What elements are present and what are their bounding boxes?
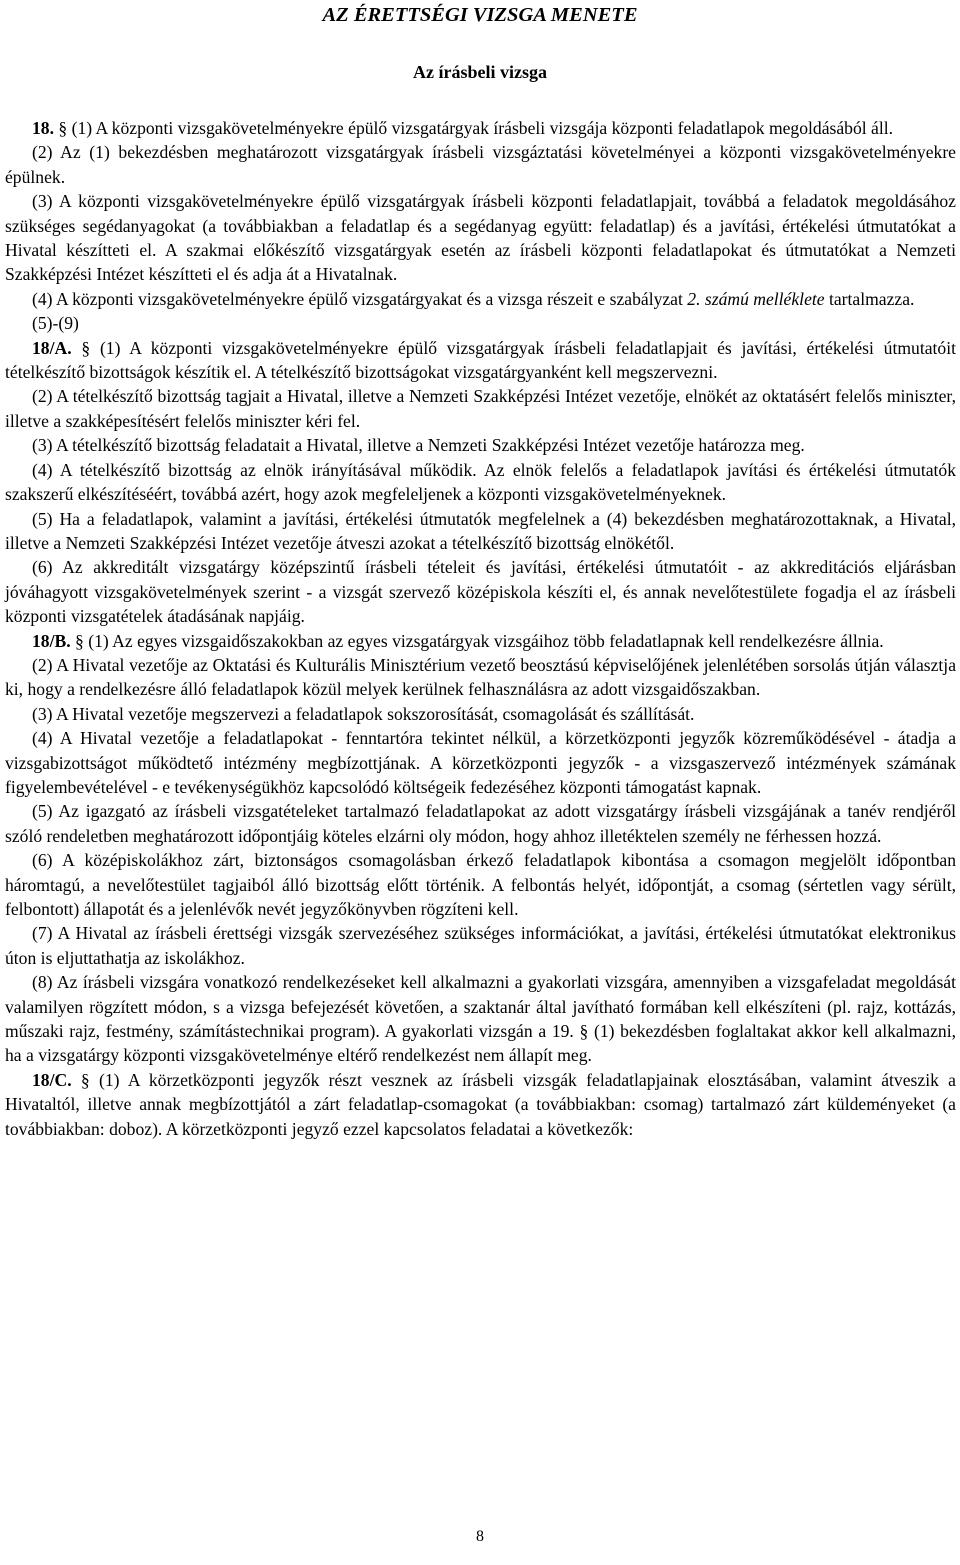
paragraph-18b-4: (4) A Hivatal vezetője a feladatlapokat - fenntartóra tekintet nélkül, a körzetközponti jegyzők közreműködésével - átadja a vizsgabizottságot működtető intézmény megbízottjának. A körzetközponti jegyzők - a vizsgaszervező intézmények számának figyelembevételével - e tevékenységükhöz kapcsolódó költségeik fedezéséhez központi támogatást kapnak. bbox=[5, 728, 956, 797]
paragraph-text: tartalmazza. bbox=[824, 288, 915, 309]
paragraph-18b-1 bbox=[5, 629, 956, 653]
section-number-18a: 18/A. bbox=[32, 337, 72, 358]
paragraph-18a-6: (6) Az akkreditált vizsgatárgy középszintű írásbeli tételeit és javítási, értékelési útmutatóit - az akkreditációs eljárásban jóváhagyott vizsgakövetelmények szerint - a vizsgát szervező középiskola készíti el, és annak nevelőtestülete fogadja el az írásbeli központi vizsgatételek átadásának napjáig. bbox=[5, 557, 956, 627]
paragraph-18a-1 bbox=[5, 336, 956, 385]
paragraph-18-4 bbox=[5, 287, 956, 311]
paragraph-text: (4) A központi vizsgakövetelményekre épülő vizsgatárgyakat és a vizsga részeit e szabályzat bbox=[32, 288, 688, 309]
page-number: 8 bbox=[476, 1528, 484, 1545]
paragraph-text: § (1) A körzetközponti jegyzők részt vesznek az írásbeli vizsgák feladatlapjainak elosztásában, valamint átveszik a Hivataltól, illetve annak megbízottjától a zárt feladatlap-csomagokat (a továbbiakban: csomag) tartalmazó zárt küldeményeket (a továbbiakban: doboz). A körzetközponti jegyző ezzel kapcsolatos feladatai a következők: bbox=[5, 1069, 956, 1139]
paragraph-18-1 bbox=[5, 116, 956, 140]
paragraph-text: § (1) A központi vizsgakövetelményekre épülő vizsgatárgyak írásbeli feladatlapjait és javítási, értékelési útmutatóit tételkészítő bizottságok készítik el. A tételkészítő bizottságokat vizsgatárgyanként kell megszervezni. bbox=[5, 337, 956, 383]
paragraph-18-5: (5)-(9) bbox=[32, 313, 79, 334]
paragraph-18a-2: (2) A tételkészítő bizottság tagjait a Hivatal, illetve a Nemzeti Szakképzési Intézet vezetője, elnökét az oktatásért felelős miniszter, illetve a szakképesítésért felelős miniszter kéri fel. bbox=[5, 386, 956, 431]
section-number-18: 18. bbox=[32, 118, 54, 138]
paragraph-18b-5: (5) Az igazgató az írásbeli vizsgatételeket tartalmazó feladatlapokat az adott vizsgatárgy írásbeli vizsgájának a tanév rendjéről szóló rendeletben meghatározott időpontjáig köteles elzárni oly módon, hogy ahhoz illetéktelen személy ne férhessen hozzá. bbox=[5, 801, 956, 846]
document-body bbox=[5, 116, 956, 1141]
section-subtitle: Az írásbeli vizsga bbox=[413, 62, 547, 82]
paragraph-18a-4: (4) A tételkészítő bizottság az elnök irányításával működik. Az elnök felelős a feladatlapok javítási és értékelési útmutatók szakszerű elkészítéséért, továbbá azért, hogy azok megfeleljenek a központi vizsgakövetelményeknek. bbox=[5, 459, 956, 505]
paragraph-18b-8: (8) Az írásbeli vizsgára vonatkozó rendelkezéseket kell alkalmazni a gyakorlati vizsgára, amennyiben a vizsgafeladat megoldását valamilyen rögzített módon, s a vizsga befejezését követően, a szaktanár által javítható formában kell elkészíteni (pl. rajz, kottázás, műszaki rajz, festmény, számítástechnikai program). A gyakorlati vizsgán a 19. § (1) bekezdésben foglaltakat akkor kell alkalmazni, ha a vizsgatárgy központi vizsgakövetelménye eltérő rendelkezést nem állapít meg. bbox=[5, 972, 956, 1066]
paragraph-18a-5: (5) Ha a feladatlapok, valamint a javítási, értékelési útmutatók megfelelnek a (4) bekezdésben meghatározottaknak, a Hivatal, illetve a Nemzeti Szakképzési Intézet vezetője átveszi azokat a tételkészítő bizottság elnökétől. bbox=[5, 508, 956, 553]
paragraph-18c-1 bbox=[5, 1068, 956, 1141]
annex-reference: 2. számú melléklete bbox=[687, 288, 825, 309]
paragraph-text: § (1) A központi vizsgakövetelményekre épülő vizsgatárgyak írásbeli vizsgája központi feladatlapok megoldásából áll. bbox=[58, 118, 894, 138]
paragraph-18-3: (3) A központi vizsgakövetelményekre épülő vizsgatárgyak írásbeli központi feladatlapjait, továbbá a feladatok megoldásához szükséges segédanyagokat (a továbbiakban a feladatlap és a segédanyag együtt: feladatlap) és a javítási, értékelési útmutatókat a Hivatal készítteti el. A szakmai előkészítő vizsgatárgyak esetén az írásbeli központi feladatlapokat és útmutatókat a Nemzeti Szakképzési Intézet készítteti el és adja át a Hivatalnak. bbox=[5, 191, 956, 285]
paragraph-18b-2: (2) A Hivatal vezetője az Oktatási és Kulturális Minisztérium vezető beosztású képviselőjének jelenlétében sorsolás útján választja ki, hogy a rendelkezésre álló feladatlapok közül melyek kerülnek felhasználásra az adott vizsgaidőszakban. bbox=[5, 654, 956, 700]
paragraph-18b-7: (7) A Hivatal az írásbeli érettségi vizsgák szervezéséhez szükséges információkat, a javítási, értékelési útmutatókat elektronikus úton is eljuttathatja az iskolákhoz. bbox=[5, 923, 956, 968]
document-title: AZ ÉRETTSÉGI VIZSGA MENETE bbox=[322, 4, 638, 26]
section-number-18b: 18/B. bbox=[32, 630, 71, 651]
paragraph-18b-3: (3) A Hivatal vezetője megszervezi a feladatlapok sokszorosítását, csomagolását és szállítását. bbox=[32, 703, 695, 724]
paragraph-18b-6: (6) A középiskolákhoz zárt, biztonságos csomagolásban érkező feladatlapok kibontása a csomagon megjelölt időpontban háromtagú, a nevelőtestület tagjaiból álló bizottság előtt történik. A felbontás helyét, időpontját, a csomag (sértetlen vagy sérült, felbontott) állapotát és a jelenlévők nevét jegyzőkönyvben rögzíteni kell. bbox=[5, 850, 956, 919]
paragraph-text: § (1) Az egyes vizsgaidőszakokban az egyes vizsgatárgyak vizsgáihoz több feladatlapnak kell rendelkezésre állnia. bbox=[75, 630, 884, 651]
paragraph-18a-3: (3) A tételkészítő bizottság feladatait a Hivatal, illetve a Nemzeti Szakképzési Intézet vezetője határozza meg. bbox=[32, 435, 805, 456]
section-number-18c: 18/C. bbox=[32, 1069, 72, 1090]
paragraph-18-2: (2) Az (1) bekezdésben meghatározott vizsgatárgyak írásbeli vizsgáztatási követelményei a központi vizsgakövetelményekre épülnek. bbox=[5, 142, 956, 187]
